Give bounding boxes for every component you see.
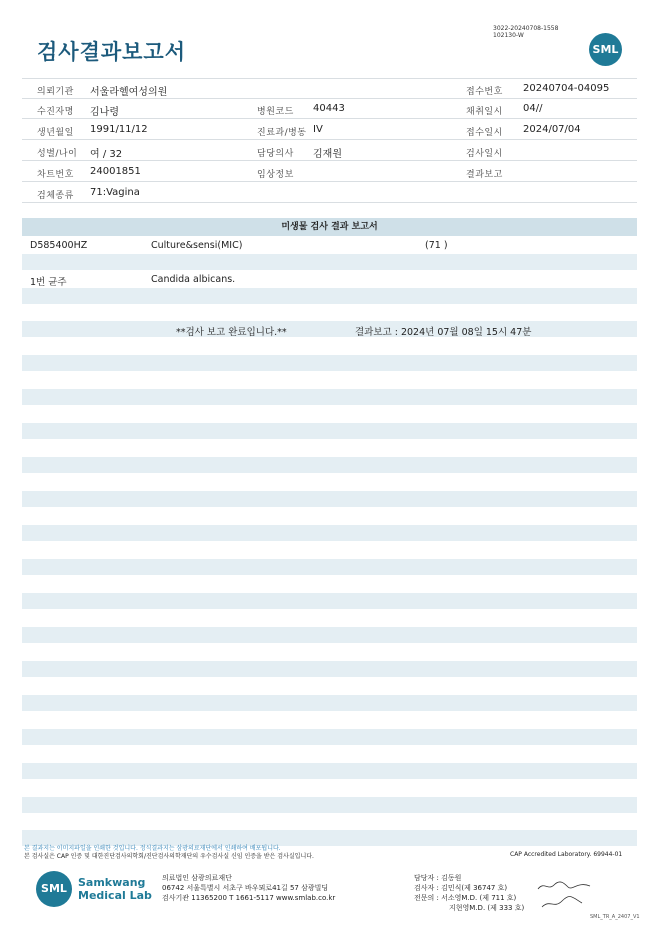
value-department: IV: [313, 124, 323, 135]
result-band: [22, 355, 637, 371]
value-sex-age: 여 / 32: [90, 149, 123, 160]
test-name: Culture&sensi(MIC): [151, 240, 243, 251]
test-paren: (71 ): [425, 240, 448, 251]
value-doctor: 김재원: [313, 149, 342, 160]
signature-tester: [536, 879, 592, 893]
value-collection-date: 04//: [523, 103, 543, 114]
result-band: [22, 559, 637, 575]
value-requester: 서울라헬여성의원: [90, 87, 168, 98]
result-band: [22, 254, 637, 270]
staff-specialist-2: 지현영M.D. (제 333 호): [449, 904, 525, 912]
result-band: [22, 423, 637, 439]
document-code-line1: 3022-20240708-1558: [493, 25, 559, 32]
org-name: 의료법인 삼광의료재단: [162, 874, 232, 882]
signature-specialist: [540, 893, 584, 911]
divider: [22, 78, 637, 79]
result-band: [22, 763, 637, 779]
value-accession: 20240704-04095: [523, 83, 610, 94]
label-specimen: 검체종류: [37, 191, 74, 201]
form-code: SML_TR_A_2407_V1: [590, 914, 640, 920]
divider: [22, 160, 637, 161]
section-title: 미생물 검사 결과 보고서: [22, 218, 637, 236]
value-hospital-code: 40443: [313, 103, 345, 114]
report-time: 결과보고 : 2024년 07월 08일 15시 47분: [355, 327, 532, 338]
result-band: [22, 389, 637, 405]
value-received-date: 2024/07/04: [523, 124, 581, 135]
value-patient-name: 김나령: [90, 107, 119, 118]
result-band: [22, 661, 637, 677]
label-collection-date: 채취일시: [466, 107, 503, 117]
result-band: [22, 797, 637, 813]
test-code: D585400HZ: [30, 240, 88, 251]
value-specimen: 71:Vagina: [90, 187, 140, 198]
label-patient-name: 수진자명: [37, 107, 74, 117]
result-band: [22, 491, 637, 507]
result-band: [22, 457, 637, 473]
brand-line1: Samkwang: [78, 876, 146, 889]
result-band: [22, 593, 637, 609]
note-accreditation: 본 검사실은 CAP 인증 및 대한진단검사의학회/진단검사의학재단의 우수검사실 신임 인증을 받은 검사실입니다.: [24, 853, 314, 860]
footer-staff: [414, 873, 524, 913]
label-hospital-code: 병원코드: [257, 107, 294, 117]
organism-name: Candida albicans.: [151, 274, 236, 285]
note-image-copy: 본 결과지는 이미지파일을 인쇄한 것입니다. 정식결과지는 삼광의료재단에서 인쇄하여 배포됩니다.: [24, 845, 281, 852]
result-band: [22, 288, 637, 304]
divider: [22, 98, 637, 99]
result-band: [22, 525, 637, 541]
value-birthdate: 1991/11/12: [90, 124, 148, 135]
report-complete-text: **검사 보고 완료입니다.**: [176, 327, 287, 338]
footer-logo: SML: [36, 871, 72, 907]
result-band: [22, 695, 637, 711]
label-sex-age: 성별/나이: [37, 149, 78, 159]
label-test-date: 검사일시: [466, 149, 503, 159]
label-chart-number: 차트번호: [37, 170, 74, 180]
divider: [22, 139, 637, 140]
label-doctor: 담당의사: [257, 149, 294, 159]
footer-org-info: [162, 873, 335, 903]
label-department: 진료과/병동: [257, 128, 307, 138]
label-accession: 접수번호: [466, 87, 503, 97]
footer-brand: [78, 876, 152, 902]
label-requester: 의뢰기관: [37, 87, 74, 97]
page-title: 검사결과보고서: [37, 40, 187, 64]
staff-tester: 검사자 : 김민식(제 36747 호): [414, 884, 508, 892]
document-code: [493, 25, 558, 39]
staff-specialist: 전문의 : 서소영M.D. (제 711 호): [414, 894, 517, 902]
staff-manager: 담당자 : 김동원: [414, 874, 462, 882]
result-band: [22, 627, 637, 643]
org-address: 06742 서울특별시 서초구 바우뫼로41길 57 삼광빌딩: [162, 884, 329, 892]
result-band: [22, 729, 637, 745]
label-birthdate: 생년월일: [37, 128, 74, 138]
divider: [22, 181, 637, 182]
cap-accreditation: CAP Accredited Laboratory. 69944-01: [510, 851, 623, 858]
label-received-date: 접수일시: [466, 128, 503, 138]
label-clinical-info: 임상정보: [257, 170, 294, 180]
divider: [22, 118, 637, 119]
org-phone: 검사기관 11365200 T 1661-5117 www.smlab.co.kr: [162, 894, 336, 902]
label-report-date: 결과보고: [466, 170, 503, 180]
organism-label: 1번 균주: [30, 277, 67, 288]
brand-line2: Medical Lab: [78, 889, 152, 902]
divider: [22, 202, 637, 203]
result-band: [22, 321, 637, 337]
document-code-line2: 102130-W: [493, 32, 524, 39]
value-chart-number: 24001851: [90, 166, 141, 177]
sml-logo: SML: [589, 33, 622, 66]
